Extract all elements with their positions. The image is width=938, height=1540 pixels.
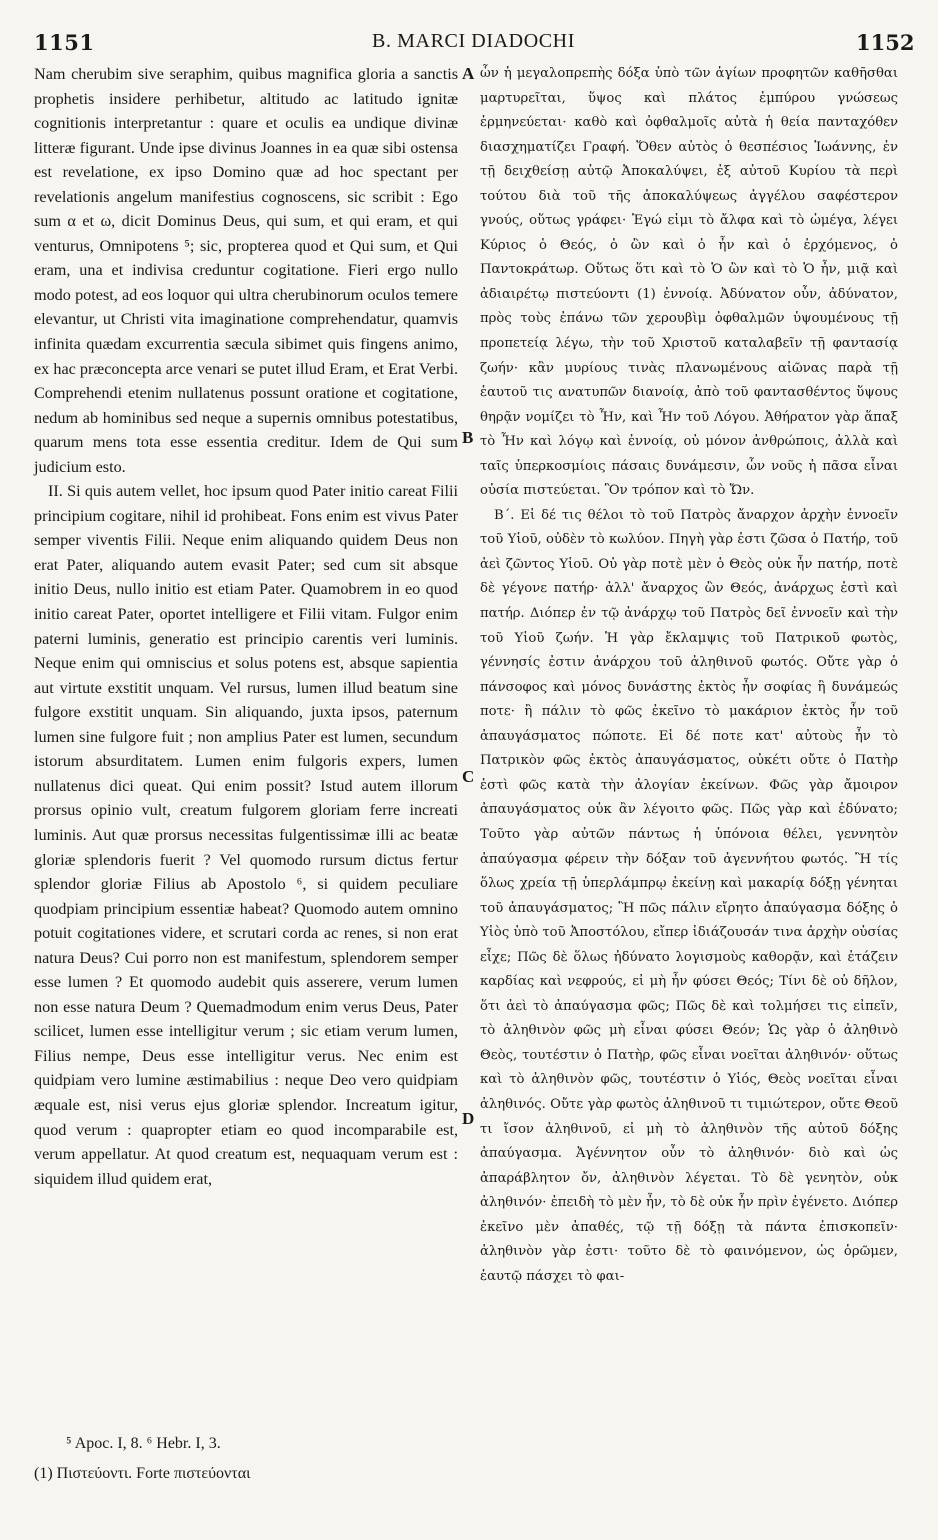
page-header [0, 30, 938, 60]
page-number-right: 1152 [856, 30, 915, 55]
section-marker-c: C [462, 767, 475, 786]
footnote-references: ⁵ Apoc. I, 8. ⁶ Hebr. I, 3. [66, 1435, 221, 1452]
greek-column [480, 62, 898, 1289]
section-marker-a: A [462, 64, 475, 83]
running-title: B. MARCI DIADOCHI [372, 30, 575, 52]
greek-paragraph-2: Β΄. Εἰ δέ τις θέλοι τὸ τοῦ Πατρὸς ἄναρχον ἀρχὴν ἐννοεῖν τοῦ Υἱοῦ, οὐδὲν τὸ κωλύον. Πηγὴ γὰρ ἐστι ζῶσα ὁ Πατήρ, τοῦ ἀεὶ ζῶντος Υἱοῦ. Οὐ γὰρ ποτὲ μὲν ὁ Θεὸς οὐκ ἦν πατήρ, ποτὲ δὲ γέγονε πατήρ· ἀλλ' ἄναρχος ὢν Θεός, ἀνάρχως ἐστὶ καὶ πατήρ. Διόπερ ἐν τῷ ἀνάρχῳ τοῦ Πατρὸς δεῖ ἐννοεῖν καὶ τὴν τοῦ Υἱοῦ ζωήν. Ἡ γὰρ ἔκλαμψις τοῦ Πατρικοῦ φωτὸς, γέννησίς ἐστιν ἀνάρχου τοῦ ἀληθινοῦ φωτός. Οὔτε γὰρ ὁ πάνσοφος καὶ μόνος δυνάστης ἐκτὸς ἦν σοφίας ἢ δυνάμεώς ποτε· ἢ πάλιν τὸ φῶς ἐκεῖνο τὸ μακάριον ἐκτὸς ἦν τοῦ ἀπαυγάσματος πώποτε. Εἰ δέ ποτε κατ' αὐτοὺς ἦν τὸ Πατρικὸν φῶς ἐκτὸς ἀπαυγάσματος, οὐκέτι οὔτε ὁ Πατὴρ ἐστὶ φῶς κατὰ τὴν ἀλογίαν ἐκείνων. Φῶς γὰρ ἄμοιρον ἀπαυγάσματος οὐκ ἂν λέγοιτο φῶς. Πῶς γὰρ καὶ ἐδύνατο; Τοῦτο γὰρ αὐτῶν πάντως ἡ ὑπόνοια θέλει, γεννητὸν ἀπαύγασμα φέρειν τὴν δόξαν τοῦ ἀγεννήτου φωτός. Ἢ τίς ὅλως χρεία τῇ ὑπερλάμπρῳ ἐκείνῃ καὶ μακαρίᾳ δόξῃ γένηται τοῦ ἀπαυγάσματος; Ἢ πῶς πάλιν εἴρητο ἀπαύγασμα δόξης ὁ Υἱὸς ὑπὸ τοῦ Ἀποστόλου, εἴπερ ἰδιάζουσάν τινα ἀρχὴν οὐσίας εἶχε; Πῶς δὲ ὅλως ἠδύνατο λογισμοὺς καθορᾷν, καὶ ἐτάζειν καρδίας καὶ νεφρούς, εἰ μὴ ἦν φύσει Θεός; Τίνι δὲ οὐ δῆλον, ὅτι ἀεὶ τὸ ἀπαύγασμα φῶς; Πῶς δὲ καὶ τολμήσει τις εἰπεῖν, τὸ ἀληθινὸν φῶς μὴ εἶναι φύσει Θεόν; Ὡς γὰρ ὁ ἀληθινὸ Θεὸς, τουτέστιν ὁ Πατὴρ, φῶς εἶναι νοεῖται ἀληθινόν· οὕτως καὶ τὸ ἀληθινὸν φῶς, τουτέστιν ὁ Υἱός, Θεὸς νοεῖται εἶναι ἀληθινός. Οὔτε γὰρ φωτὸς ἀληθινοῦ τι τιμιώτερον, οὔτε Θεοῦ τι ἴσον ἀληθινοῦ, εἰ μὴ τὸ ἀληθινὸν τῆς αὐτοῦ δόξης ἀπαύγασμα. Ἀγέννητον οὖν τὸ ἀληθινόν· διὸ καὶ ὡς ἀπαράβλητον ὄν, ἀληθινὸν λέγεται. Τὸ δὲ γενητὸν, οὐκ ἀληθινόν· ἐπειδὴ τὸ μὲν ἦν, τὸ δὲ οὐκ ἦν πρὶν ἐγένετο. Διόπερ ἐκεῖνο μὲν ἀπαθές, τῷ τῇ δόξῃ τὰ πάντα ἐπισκοπεῖν· ἀληθινὸν γὰρ ἐστι· τοῦτο δὲ τὸ φαινόμενον, ὡς ὁρῶμεν, ἑαυτῷ πάσχει τὸ φαι- [480, 507, 898, 1284]
latin-column [34, 62, 458, 1191]
footnotes [34, 1429, 666, 1489]
latin-paragraph-1: Nam cherubim sive seraphim, quibus magnifica gloria a sanctis prophetis insidere perhibetur, altitudo ac latitudo ignitæ cognitionis interpretantur : quare et oculis ea undique divinæ litteræ figurant. Unde ipse divinus Joannes in ea quæ sibi ostensa est revelatione, ex ipso Domino quæ ad hoc spectant per revelationis angelum manifestius cognoscens, sic scribit : Ego sum α et ω, dicit Dominus Deus, qui sum, et qui eram, et qui venturus, Omnipotens ⁵; sic, propterea quod et Qui sum, et Qui eram, una et indivisa creduntur cogitatione. Fieri ergo nullo modo potest, ad eos loquor qui ultra cherubinorum oculos temere elevantur, ut Christi vita imaginatione comprehendatur, quamvis infinita quædam excurrentia sæcula sibimet quis fingens animo, ex hac præconcepta arce venari se putet illud Eram, et Erat Verbi. Comprehendi etenim nullatenus possunt oratione et cogitatione, nedum ab hominibus sed neque a supernis omnibus potestatibus, quarum mens tota esse essentia creditur. Idem de Qui sum judicium esto. [34, 65, 458, 476]
footnote-greek-note: (1) Πιστεύοντι. Forte πιστεύονται [34, 1465, 251, 1482]
latin-paragraph-2: II. Si quis autem vellet, hoc ipsum quod Pater initio careat Filii principium cogitare, nihil id prohibeat. Fons enim est vivus Pater semper viventis Filii. Neque enim aliquando quidem Deus non erat Pater, aliquando autem evasit Pater; sed cum sit absque initio Deus, nullo initio est etiam Pater. Quamobrem in eo quod initio careat Pater, oportet intelligere et Filii vitam. Fulgor enim paterni luminis, generatio est principio carentis veri luminis. Neque enim qui omniscius et solus potens est, absque sapientia aut virtute exstitit unquam. Vel rursus, lumen illud beatum sine fulgore exstitit unquam. Sin aliquando, juxta ipsos, paternum lumen sine fulgore fuit ; non amplius Pater est lumen, secundum istorum absurditatem. Lumen enim fulgoris expers, lumen nullatenus dici queat. Qui enim possit? Istud autem illorum prorsus opinio vult, creatum fulgorem gloriam ferre increati luminis. Aut quæ prorsus necessitas fulgentissimæ illi ac beatæ gloriæ splendoris fuerit ? Vel quomodo rursum dictus fertur splendor gloriæ Filius ab Apostolo ⁶, si quidem peculiare quodpiam principium essentiæ habeat? Quomodo autem omnino potuit cogitationes videre, et scrutari corda ac renes, si non erat natura Deus? Cui porro non est manifestum, splendorem semper esse lumen ? Et quomodo audebit quis asserere, verum lumen non esse natura Deum ? Quemadmodum enim verus Deus, Pater scilicet, lumen esse intelligitur verum ; sic etiam verum lumen, Filius nempe, Deus esse intelligitur verus. Nec enim est quidpiam vero lumine æstimabilius : neque Deo vero quidpiam æquale est, nisi verus ejus gloriæ splendor. Increatum igitur, quod verum : quapropter etiam eo quod incomparabile est, verum appellatur. At quod creatum est, nequaquam verum est : siquidem illud quidem erat, [34, 482, 458, 1188]
section-marker-b: B [462, 428, 474, 447]
page-number-left: 1151 [34, 30, 95, 55]
greek-paragraph-1: ὧν ἡ μεγαλοπρεπὴς δόξα ὑπὸ τῶν ἁγίων προφητῶν καθῆσθαι μαρτυρεῖται, ὕψος καὶ πλάτος ἐμπύρου γνώσεως ἑρμηνεύεται· καθὸ καὶ ὀφθαλμοῖς αὐτὰ ἡ θεία πανταχόθεν διασχηματίζει Γραφή. Ὅθεν αὐτὸς ὁ θεσπέσιος Ἰωάννης, ἐν τῇ δειχθείσῃ αὐτῷ Ἀποκαλύψει, ἐξ αὐτοῦ Κυρίου τὰ περὶ τούτου διὰ τοῦ τῆς ἀποκαλύψεως ἀγγέλου σαφέστερον γνούς, οὕτως γράφει· Ἐγώ εἰμι τὸ ἄλφα καὶ τὸ ὠμέγα, λέγει Κύριος ὁ Θεός, ὁ ὢν καὶ ὁ ἦν καὶ ὁ ἐρχόμενος, ὁ Παντοκράτωρ. Οὕτως ὅτι καὶ τὸ Ὁ ὢν καὶ τὸ Ὁ ἦν, μιᾷ καὶ ἀδιαιρέτῳ πιστεύοντι (1) ἐννοίᾳ. Ἀδύνατον οὖν, ἀδύνατον, πρὸς τοὺς ἐπάνω τῶν χερουβὶμ ὀφθαλμῶν ὑψουμένους τῇ προπετείᾳ λέγω, τὴν τοῦ Χριστοῦ καταλαβεῖν τῇ φαντασίᾳ ζωήν· κἂν μυρίους τινὰς πλανωμένους αἰῶνας παρὰ τῇ ἑαυτοῦ τις ανατυπῶν διανοίᾳ, ἀπὸ τοῦ φαντασθέντος ὕψους θηρᾷν νομίζει τὸ Ἦν, καὶ Ἦν τοῦ Λόγου. Ἀθήρατον γὰρ ἅπαξ τὸ Ἦν καὶ λόγῳ καὶ ἐννοίᾳ, οὐ μόνον ἀνθρώποις, ἀλλὰ καὶ ταῖς ὑπερκοσμίοις πάσαις δυνάμεσιν, ὧν νοῦς ἡ πᾶσα εἶναι οὐσία πιστεύεται. Ὃν τρόπον καὶ τὸ Ὤν. [480, 66, 898, 499]
section-marker-d: D [462, 1109, 475, 1128]
